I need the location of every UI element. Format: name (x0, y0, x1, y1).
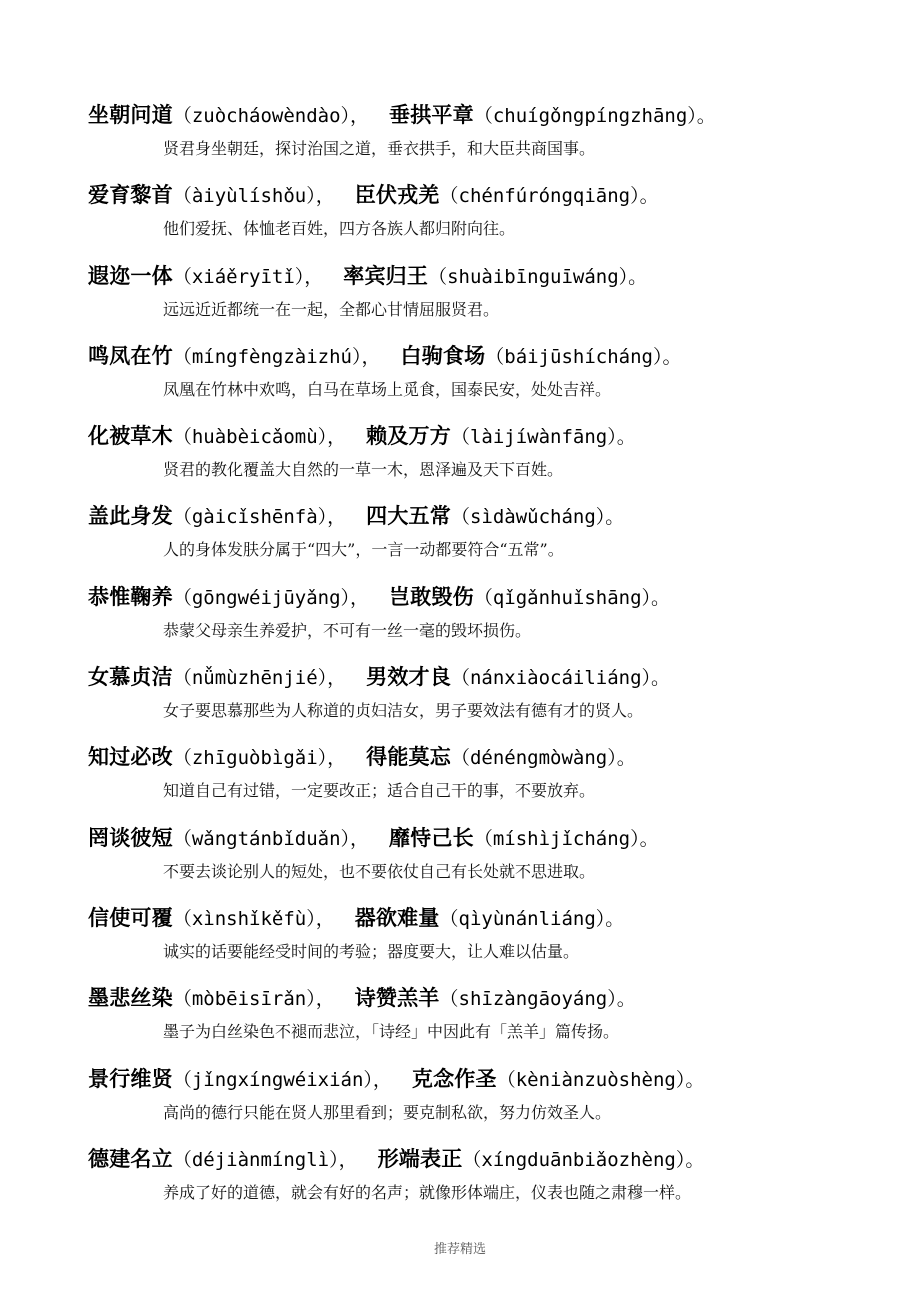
verse-list (88, 97, 888, 1221)
verse-hanzi-second: 四大五常 (366, 503, 451, 529)
verse-hanzi-second: 男效才良 (366, 664, 451, 690)
verse-line (88, 498, 888, 534)
verse-hanzi-second: 诗赞羔羊 (354, 985, 440, 1011)
verse-line (88, 1141, 888, 1177)
verse-meaning: 知道自己有过错，一定要改正；适合自己干的事，不要放弃。 (163, 781, 596, 801)
verse-pinyin-second: （qǐgǎnhuǐshāng）。 (473, 586, 671, 609)
verse-pinyin-second: （chuígǒngpíngzhāng）。 (473, 105, 716, 127)
verse-line (88, 900, 888, 936)
verse-entry (88, 820, 888, 900)
verse-line (88, 659, 888, 695)
verse-pinyin-second: （sìdàwǔcháng）。 (450, 506, 625, 529)
verse-pinyin-second: （báijūshícháng）。 (485, 345, 682, 368)
verse-meaning: 诚实的话要能经受时间的考验；器度要大，让人难以估量。 (163, 941, 580, 961)
verse-entry (88, 1061, 888, 1141)
page-footer: 推荐精选 (433, 1242, 486, 1257)
verse-entry (88, 498, 888, 578)
verse-pinyin-first: （huàbèicǎomù）， (172, 426, 347, 449)
verse-pinyin-second: （xíngduānbiǎozhèng）。 (462, 1148, 705, 1171)
verse-hanzi-first: 墨悲丝染 (88, 985, 173, 1011)
verse-pinyin-second: （shuàibīnguīwáng）。 (428, 265, 648, 288)
verse-pinyin-first: （xìnshǐkěfù）， (172, 907, 335, 930)
verse-hanzi-first: 遐迩一体 (88, 262, 173, 288)
verse-line (88, 177, 888, 213)
verse-hanzi-second: 形端表正 (377, 1145, 463, 1171)
verse-hanzi-first: 知过必改 (88, 744, 173, 770)
verse-entry (88, 739, 888, 819)
verse-entry (88, 980, 888, 1060)
verse-meaning: 贤君身坐朝廷，探讨治国之道，垂衣拱手，和大臣共商国事。 (163, 139, 596, 158)
verse-pinyin-second: （kèniànzuòshèng）。 (496, 1068, 705, 1091)
verse-pinyin-first: （míngfèngzàizhú）， (172, 345, 381, 368)
verse-meaning: 人的身体发肤分属于“四大”，一言一动都要符合“五常”。 (163, 540, 564, 560)
verse-pinyin-first: （wǎngtánbǐduǎn）， (172, 827, 370, 850)
verse-hanzi-first: 盖此身发 (88, 503, 173, 529)
verse-hanzi-second: 靡恃己长 (389, 824, 474, 850)
verse-meaning: 凤凰在竹林中欢鸣，白马在草场上觅食，国泰民安，处处吉祥。 (163, 379, 612, 399)
verse-hanzi-first: 女慕贞洁 (88, 664, 173, 690)
verse-pinyin-second: （nánxiàocáiliáng）。 (450, 667, 671, 690)
verse-pinyin-first: （zhīguòbìgǎi）， (172, 747, 347, 770)
verse-entry (88, 418, 888, 498)
verse-hanzi-first: 化被草木 (88, 423, 173, 449)
verse-hanzi-second: 器欲难量 (354, 904, 440, 930)
verse-hanzi-second: 白驹食场 (400, 342, 486, 368)
verse-hanzi-second: 率宾归王 (343, 262, 429, 288)
verse-pinyin-second: （shīzàngāoyáng）。 (439, 988, 636, 1011)
verse-hanzi-first: 爱育黎首 (88, 182, 173, 208)
verse-pinyin-second: （chénfúróngqiāng）。 (439, 185, 659, 208)
verse-hanzi-second: 得能莫忘 (366, 744, 451, 770)
verse-pinyin-first: （xiáěryītǐ）， (172, 265, 324, 288)
verse-meaning: 高尚的德行只能在贤人那里看到；要克制私欲，努力仿效圣人。 (163, 1102, 612, 1122)
verse-meaning: 女子要思慕那些为人称道的贞妇洁女，男子要效法有德有才的贤人。 (163, 701, 644, 721)
verse-pinyin-second: （míshìjǐcháng）。 (473, 827, 659, 850)
verse-hanzi-first: 坐朝问道 (88, 102, 173, 127)
verse-pinyin-first: （jǐngxíngwéixián）， (172, 1068, 392, 1091)
verse-hanzi-first: 景行维贤 (88, 1065, 173, 1091)
verse-line (88, 418, 888, 454)
verse-line (88, 338, 888, 374)
verse-line (88, 820, 888, 856)
verse-entry (88, 338, 888, 418)
verse-line (88, 1061, 888, 1097)
verse-line (88, 97, 888, 133)
verse-entry (88, 1141, 888, 1221)
verse-hanzi-first: 罔谈彼短 (88, 824, 173, 850)
verse-meaning: 养成了好的道德，就会有好的名声；就像形体端庄，仪表也随之肃穆一样。 (163, 1182, 692, 1202)
verse-entry (88, 258, 888, 338)
verse-meaning: 他们爱抚、体恤老百姓，四方各族人都归附向往。 (163, 219, 516, 239)
verse-pinyin-first: （déjiànmínglì）， (172, 1148, 358, 1171)
verse-entry (88, 579, 888, 659)
verse-hanzi-second: 赖及万方 (366, 423, 451, 449)
verse-meaning: 不要去谈论别人的短处，也不要依仗自己有长处就不思进取。 (163, 861, 596, 881)
verse-hanzi-first: 恭惟鞠养 (88, 583, 173, 609)
verse-hanzi-first: 信使可覆 (88, 904, 173, 930)
verse-entry (88, 659, 888, 739)
verse-pinyin-second: （qìyùnánliáng）。 (439, 907, 625, 930)
verse-meaning: 远远近近都统一在一起，全都心甘情屈服贤君。 (163, 299, 500, 319)
verse-hanzi-second: 垂拱平章 (389, 102, 474, 127)
verse-meaning: 贤君的教化覆盖大自然的一草一木，恩泽遍及天下百姓。 (163, 460, 564, 480)
verse-hanzi-first: 德建名立 (88, 1145, 173, 1171)
verse-meaning: 墨子为白丝染色不褪而悲泣，「诗经」中因此有「羔羊」篇传扬。 (163, 1022, 620, 1042)
verse-pinyin-first: （gàicǐshēnfà）， (172, 506, 347, 529)
verse-hanzi-second: 臣伏戎羌 (354, 182, 440, 208)
verse-entry (88, 900, 888, 980)
verse-pinyin-first: （gōngwéijūyǎng）， (172, 586, 370, 609)
verse-pinyin-first: （mòbēisīrǎn）， (172, 988, 335, 1011)
verse-line (88, 739, 888, 775)
verse-line (88, 579, 888, 615)
verse-pinyin-first: （zuòcháowèndào）， (172, 105, 370, 127)
verse-line (88, 258, 888, 294)
verse-entry (88, 177, 888, 257)
verse-pinyin-second: （làijíwànfāng）。 (450, 426, 636, 449)
verse-entry (88, 97, 888, 177)
verse-hanzi-second: 克念作圣 (411, 1065, 497, 1091)
verse-line (88, 980, 888, 1016)
verse-pinyin-first: （nǚmùzhēnjié）， (172, 667, 347, 690)
verse-pinyin-second: （dénéngmòwàng）。 (450, 747, 636, 770)
verse-meaning: 恭蒙父母亲生养爱护，不可有一丝一毫的毁坏损伤。 (163, 620, 532, 640)
verse-hanzi-first: 鸣凤在竹 (88, 342, 173, 368)
verse-hanzi-second: 岂敢毁伤 (389, 583, 474, 609)
verse-pinyin-first: （àiyùlíshǒu）， (172, 185, 335, 208)
